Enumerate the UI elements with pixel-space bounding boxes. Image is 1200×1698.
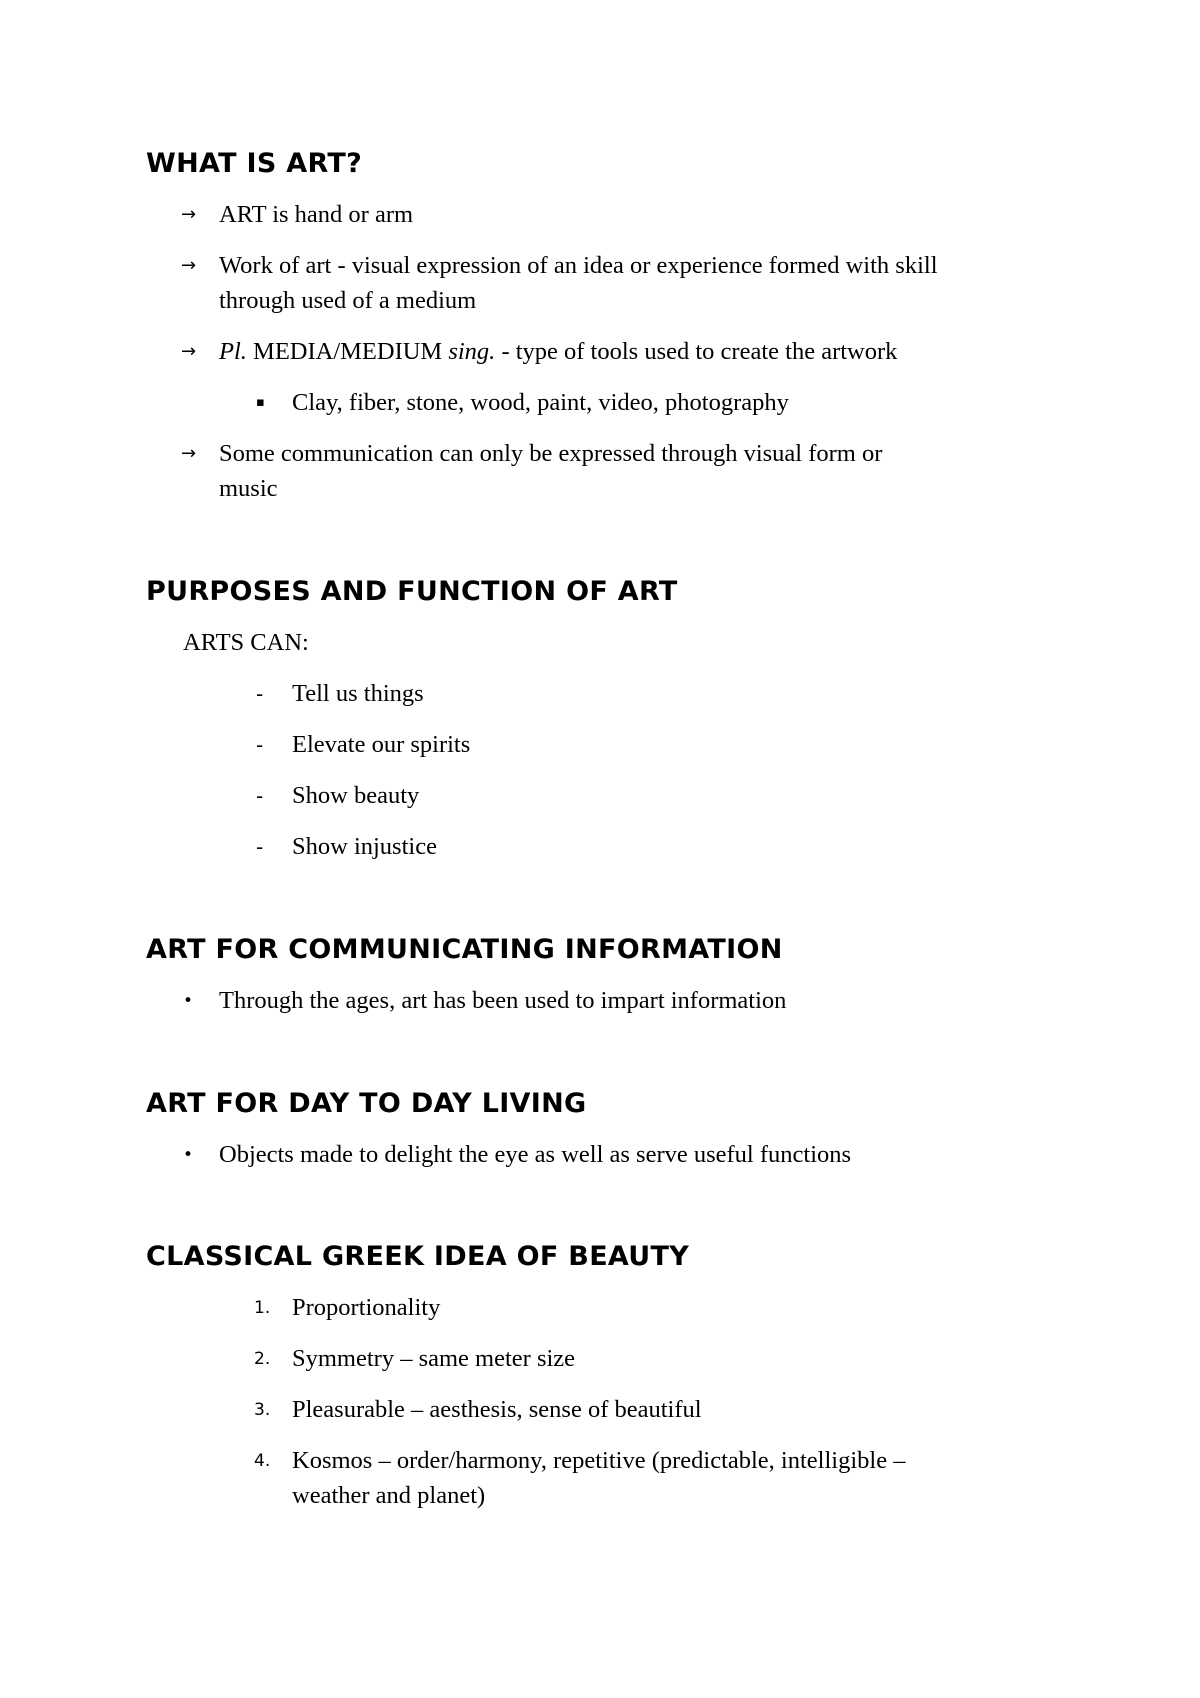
list-number: 4. xyxy=(254,1451,271,1471)
list-item: ART is hand or arm xyxy=(219,201,414,228)
media-definition-text: - type of tools used to create the artwork xyxy=(495,338,898,365)
arrow-bullet: → xyxy=(181,204,197,225)
dot-bullet: • xyxy=(183,991,194,1011)
dash-bullet: - xyxy=(256,835,264,859)
media-medium-text: MEDIA/MEDIUM xyxy=(246,338,449,365)
list-item: Through the ages, art has been used to impart information xyxy=(219,987,787,1014)
italic-sing: sing. xyxy=(448,338,496,365)
list-item: Some communication can only be expressed through visual form or xyxy=(219,440,883,467)
list-item: Proportionality xyxy=(292,1294,441,1321)
list-item: Objects made to delight the eye as well as serve useful functions xyxy=(219,1141,852,1168)
heading-what-is-art: WHAT IS ART? xyxy=(146,148,363,179)
list-item: Tell us things xyxy=(292,680,424,707)
list-item-continuation: weather and planet) xyxy=(292,1482,486,1509)
dash-bullet: - xyxy=(256,733,264,757)
list-number: 1. xyxy=(254,1298,271,1318)
heading-purposes: PURPOSES AND FUNCTION OF ART xyxy=(146,576,678,607)
arrow-bullet: → xyxy=(181,443,197,464)
list-item: Symmetry – same meter size xyxy=(292,1345,576,1372)
list-item: Pleasurable – aesthesis, sense of beautiful xyxy=(292,1396,702,1423)
arrow-bullet: → xyxy=(181,341,197,362)
arrow-bullet: → xyxy=(181,255,197,276)
list-item: Clay, fiber, stone, wood, paint, video, photography xyxy=(292,389,789,416)
list-item: Show injustice xyxy=(292,833,437,860)
heading-day-to-day: ART FOR DAY TO DAY LIVING xyxy=(146,1088,587,1119)
list-item: Kosmos – order/harmony, repetitive (predictable, intelligible – xyxy=(292,1447,906,1474)
list-item-continuation: music xyxy=(219,475,278,502)
dash-bullet: - xyxy=(256,784,264,808)
list-number: 2. xyxy=(254,1349,271,1369)
arts-can-intro: ARTS CAN: xyxy=(183,629,309,656)
list-item-media xyxy=(219,335,897,369)
italic-pl: Pl. xyxy=(219,338,247,365)
list-number: 3. xyxy=(254,1400,271,1420)
list-item: Show beauty xyxy=(292,782,420,809)
list-item: Work of art - visual expression of an idea or experience formed with skill xyxy=(219,252,938,279)
dash-bullet: - xyxy=(256,682,264,706)
list-item-continuation: through used of a medium xyxy=(219,287,477,314)
dot-bullet: • xyxy=(183,1145,194,1165)
square-bullet: ▪ xyxy=(256,395,265,410)
list-item: Elevate our spirits xyxy=(292,731,471,758)
heading-classical-greek: CLASSICAL GREEK IDEA OF BEAUTY xyxy=(146,1241,690,1272)
heading-communicating: ART FOR COMMUNICATING INFORMATION xyxy=(146,934,783,965)
